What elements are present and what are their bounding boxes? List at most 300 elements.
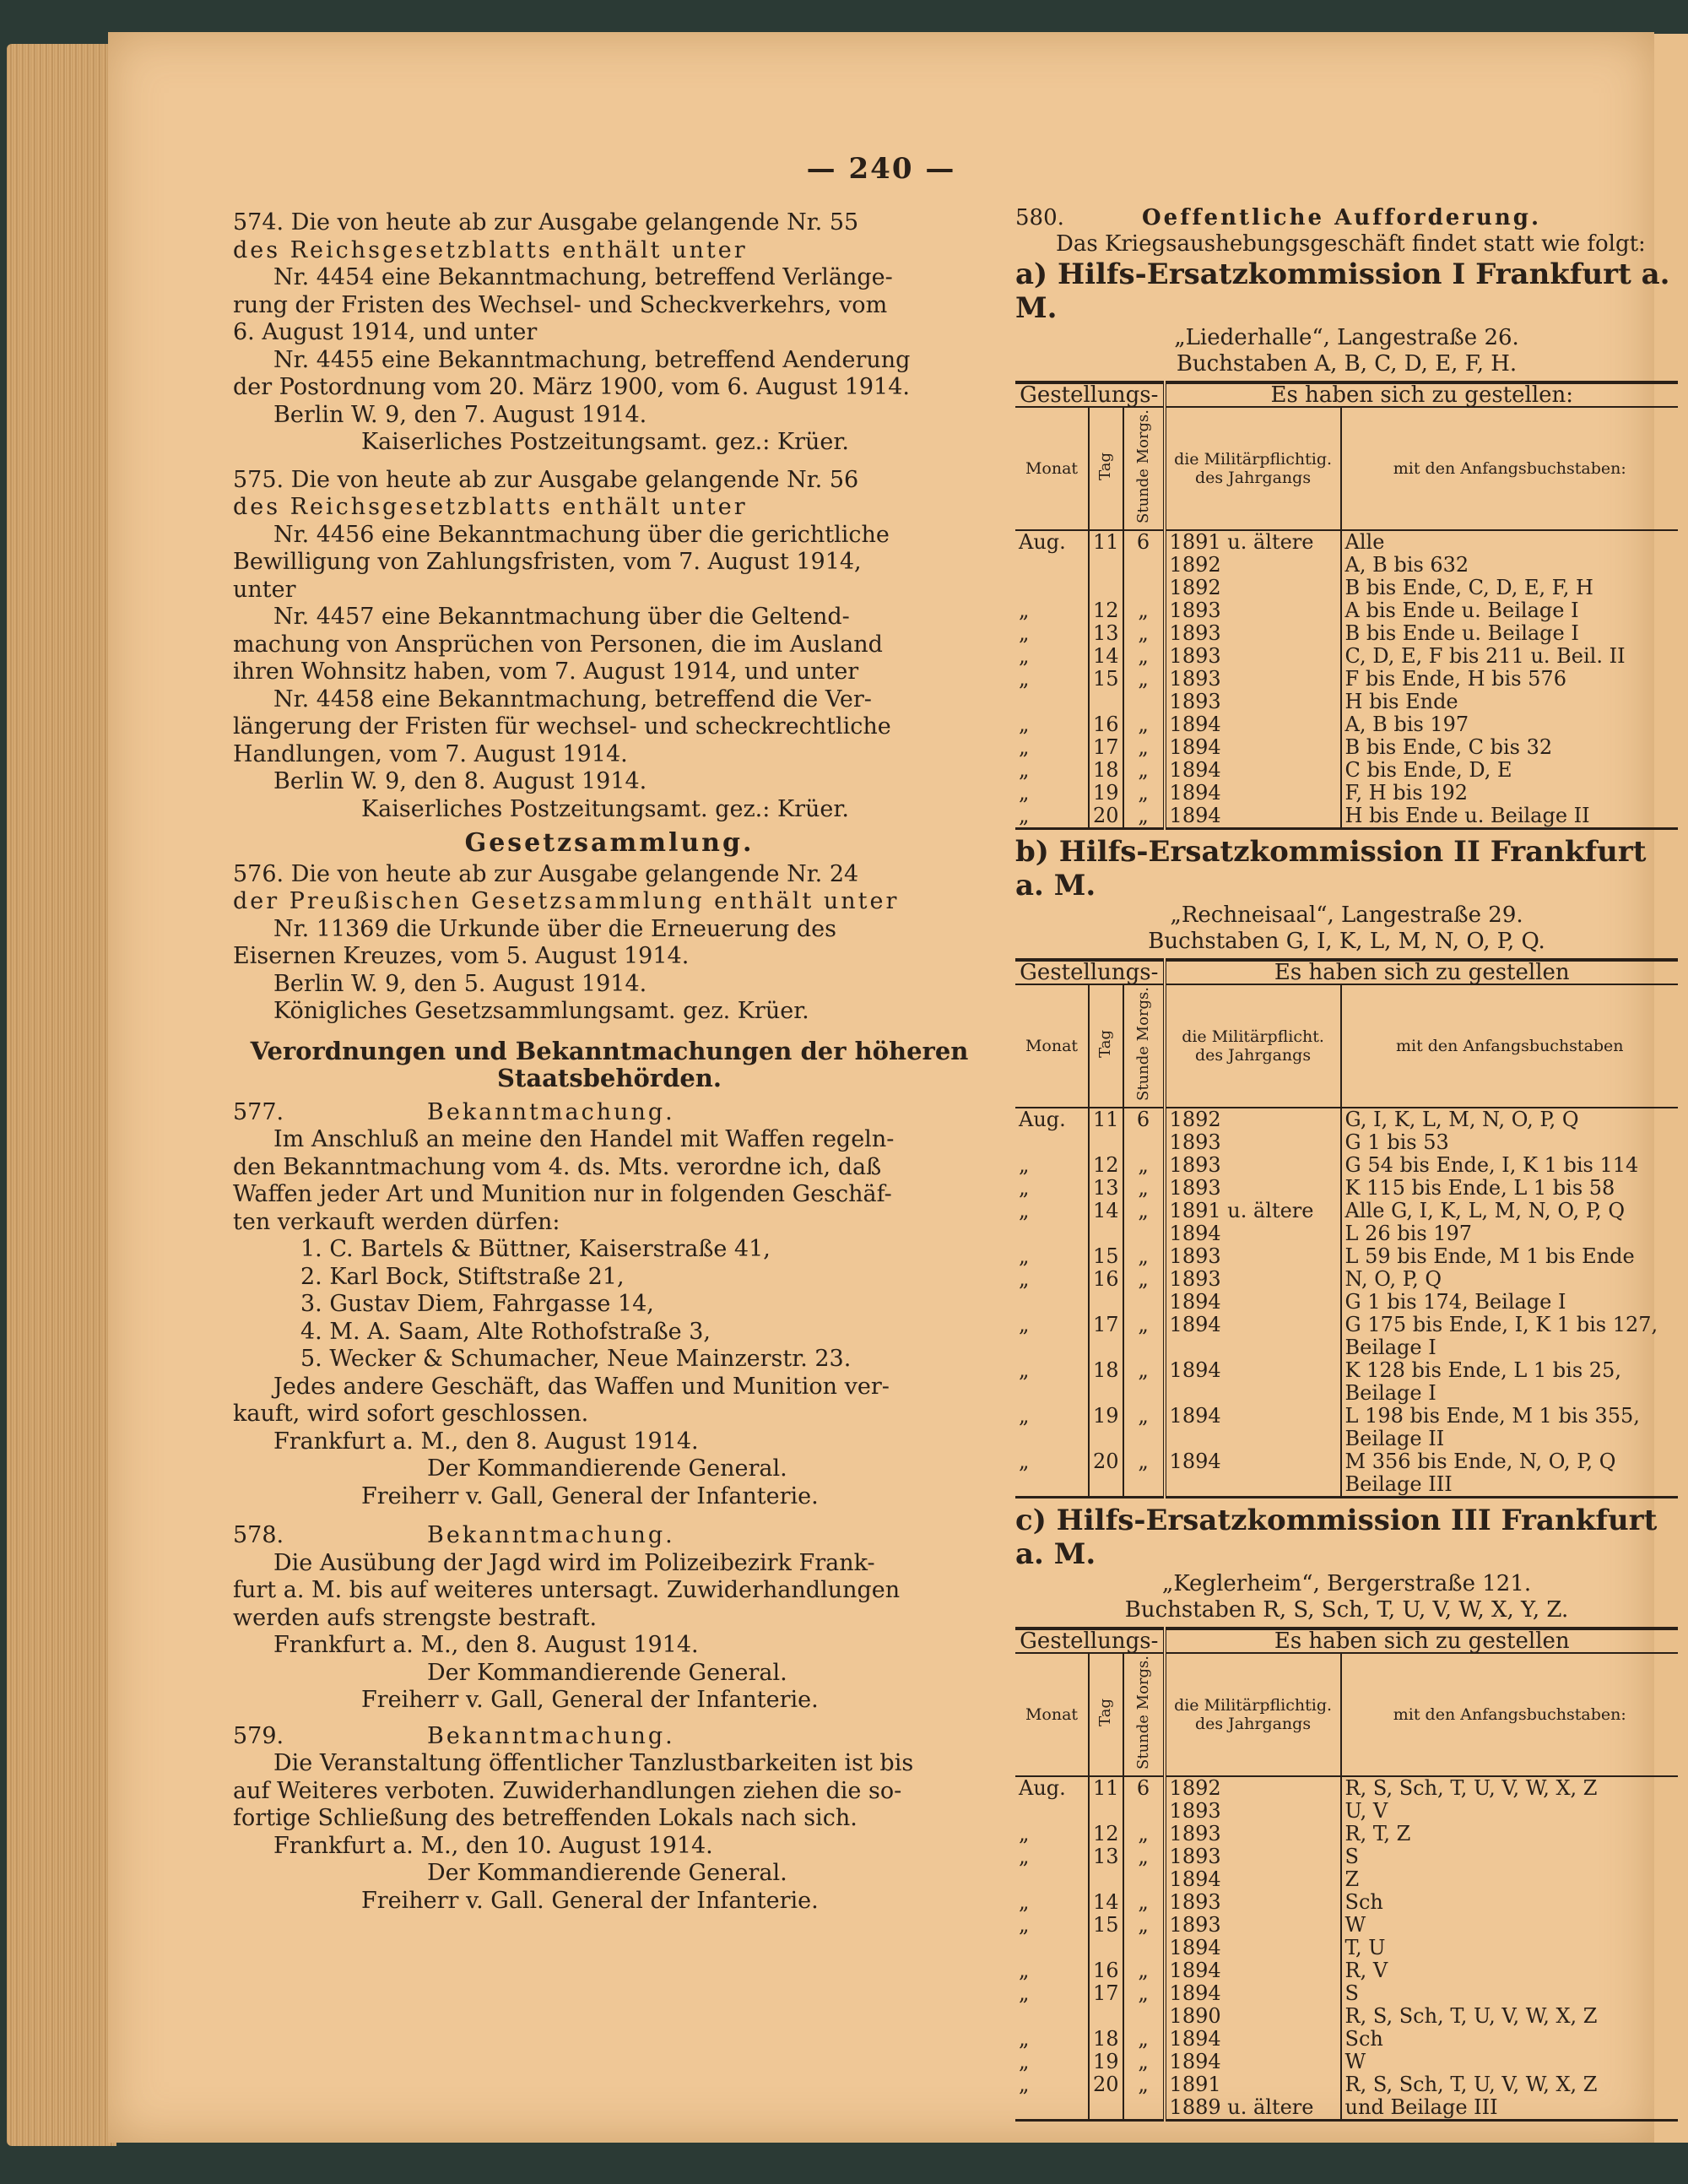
table-row <box>1015 554 1678 577</box>
cell-day <box>1089 577 1123 599</box>
table-row <box>1015 2005 1678 2028</box>
commission-letters: Buchstaben A, B, C, D, E, F, H. <box>1176 351 1518 377</box>
cell-hour: „ <box>1123 736 1165 759</box>
table-row <box>1015 2073 1678 2096</box>
cell-day: 16 <box>1089 1268 1123 1291</box>
signature: Königliches Gesetzsammlungsamt. gez. Krüer. <box>273 998 809 1024</box>
cell-hour <box>1123 554 1165 577</box>
cell-year: 1893 <box>1165 1800 1341 1823</box>
cell-year: 1893 <box>1165 1914 1341 1937</box>
table-row <box>1015 1245 1678 1268</box>
cell-hour: „ <box>1123 599 1165 622</box>
cell-day: 13 <box>1089 1177 1123 1200</box>
col-header: mit den Anfangsbuchstaben: <box>1341 1653 1678 1776</box>
cell-day: 19 <box>1089 2051 1123 2073</box>
list-item: 3. Gustav Diem, Fahrgasse 14, <box>300 1291 654 1317</box>
cell-year: 1892 <box>1165 1108 1341 1131</box>
cell-month: „ <box>1019 1981 1030 2005</box>
cell-letters: A bis Ende u. Beilage I <box>1341 599 1678 622</box>
table-row <box>1015 577 1678 599</box>
commission-title: b) Hilfs-Ersatzkommission II Frankfurt a. M. <box>1015 835 1647 902</box>
section-heading: Gesetzsammlung. <box>464 828 755 858</box>
cell-year: 1894 <box>1165 736 1341 759</box>
signature-title: Der Kommandierende General. <box>427 1455 787 1482</box>
col-header: die Militärpflichtig. des Jahrgangs <box>1165 1653 1341 1776</box>
cell-letters: R, T, Z <box>1341 1823 1678 1845</box>
line: längerung der Fristen für wechsel- und scheckrechtliche <box>233 713 891 740</box>
cell-month <box>1015 1291 1089 1314</box>
table-row <box>1015 1314 1678 1359</box>
cell-month: „ <box>1019 1404 1030 1428</box>
cell-hour: „ <box>1123 645 1165 668</box>
cell-letters: C bis Ende, D, E <box>1341 759 1678 782</box>
cell-year: 1891 <box>1165 2073 1341 2096</box>
cell-hour: „ <box>1123 1914 1165 1937</box>
table-row <box>1015 1845 1678 1868</box>
cell-hour: „ <box>1123 2028 1165 2051</box>
table-row <box>1015 668 1678 691</box>
cell-day <box>1089 554 1123 577</box>
cell-year: 1893 <box>1165 1154 1341 1177</box>
cell-day: 11 <box>1089 530 1123 554</box>
cell-letters: R, S, Sch, T, U, V, W, X, Z <box>1341 1776 1678 1800</box>
cell-letters: K 115 bis Ende, L 1 bis 58 <box>1341 1177 1678 1200</box>
cell-day <box>1089 691 1123 713</box>
line: Frankfurt a. M., den 10. August 1914. <box>273 1832 713 1859</box>
cell-hour: „ <box>1123 1154 1165 1177</box>
cell-year: 1891 u. ältere <box>1165 1200 1341 1222</box>
signature: Freiherr v. Gall, General der Infanterie. <box>361 1482 819 1509</box>
cell-year: 1893 <box>1165 1177 1341 1200</box>
line: Handlungen, vom 7. August 1914. <box>233 740 628 767</box>
cell-year: 1893 <box>1165 668 1341 691</box>
notice-header <box>233 1522 986 1550</box>
cell-letters: F, H bis 192 <box>1341 782 1678 805</box>
schedule-table-b <box>1015 958 1678 1498</box>
cell-hour <box>1123 1222 1165 1245</box>
table-row <box>1015 691 1678 713</box>
cell-day: 14 <box>1089 645 1123 668</box>
line: 574. Die von heute ab zur Ausgabe gelangende Nr. 55 <box>233 209 859 236</box>
commission-place: „Rechneisaal“, Langestraße 29. <box>1170 902 1523 928</box>
cell-hour: „ <box>1123 713 1165 736</box>
notice-header <box>233 1099 986 1127</box>
cell-year: 1890 <box>1165 2005 1341 2028</box>
table-row <box>1015 1959 1678 1982</box>
page-number: — 240 — <box>806 152 956 186</box>
line: Eisernen Kreuzes, vom 5. August 1914. <box>233 943 690 969</box>
cell-year: 1894 <box>1165 1868 1341 1891</box>
cell-year: 1894 <box>1165 1450 1341 1498</box>
cell-month: „ <box>1019 1267 1030 1291</box>
cell-letters: G 1 bis 174, Beilage I <box>1341 1291 1678 1314</box>
cell-year: 1893 <box>1165 1845 1341 1868</box>
line: Bewilligung von Zahlungsfristen, vom 7. August 1914, <box>233 549 862 575</box>
notice-578 <box>233 1522 986 1715</box>
cell-hour: „ <box>1123 1823 1165 1845</box>
cell-month <box>1015 1868 1089 1891</box>
cell-letters: und Beilage III <box>1341 2096 1678 2121</box>
list-item: 5. Wecker & Schumacher, Neue Mainzerstr. 23. <box>300 1346 852 1372</box>
line: Berlin W. 9, den 8. August 1914. <box>273 768 647 794</box>
col-header: mit den Anfangsbuchstaben <box>1341 984 1678 1108</box>
cell-year: 1894 <box>1165 782 1341 805</box>
cell-month: „ <box>1019 667 1030 691</box>
cell-month: „ <box>1019 2027 1030 2051</box>
table-row <box>1015 1154 1678 1177</box>
cell-day: 12 <box>1089 1823 1123 1845</box>
cell-month <box>1015 577 1089 599</box>
cell-month: „ <box>1019 1959 1030 1982</box>
cell-year: 1893 <box>1165 1245 1341 1268</box>
cell-letters: R, S, Sch, T, U, V, W, X, Z <box>1341 2073 1678 2096</box>
cell-month <box>1015 1131 1089 1154</box>
cell-hour: „ <box>1123 1359 1165 1405</box>
cell-letters: B bis Ende, C, D, E, F, H <box>1341 577 1678 599</box>
cell-year: 1892 <box>1165 554 1341 577</box>
table-row <box>1015 1131 1678 1154</box>
commission-title: c) Hilfs-Ersatzkommission III Frankfurt a. M. <box>1015 1504 1658 1571</box>
cell-year: 1894 <box>1165 1982 1341 2005</box>
cell-hour <box>1123 2096 1165 2121</box>
cell-letters: G 54 bis Ende, I, K 1 bis 114 <box>1341 1154 1678 1177</box>
cell-day <box>1089 2005 1123 2028</box>
notice-number: 579. <box>233 1722 284 1749</box>
table-row <box>1015 1359 1678 1405</box>
notice-577 <box>233 1099 986 1511</box>
cell-hour <box>1123 1937 1165 1959</box>
cell-letters: G 175 bis Ende, I, K 1 bis 127, Beilage I <box>1341 1314 1678 1359</box>
table-row <box>1015 1108 1678 1131</box>
cell-day: 15 <box>1089 668 1123 691</box>
book-page-edges <box>7 44 116 2146</box>
cell-year: 1893 <box>1165 1891 1341 1914</box>
cell-year: 1893 <box>1165 1268 1341 1291</box>
table-row <box>1015 782 1678 805</box>
notice-title: Bekanntmachung. <box>427 1722 675 1749</box>
cell-day: 15 <box>1089 1245 1123 1268</box>
cell-hour <box>1123 1868 1165 1891</box>
cell-month <box>1015 1222 1089 1245</box>
cell-year: 1894 <box>1165 713 1341 736</box>
cell-letters: B bis Ende u. Beilage I <box>1341 622 1678 645</box>
table-header: Es haben sich zu gestellen <box>1165 1629 1678 1653</box>
cell-year: 1894 <box>1165 1359 1341 1405</box>
cell-day: 16 <box>1089 713 1123 736</box>
line: des Reichsgesetzblatts enthält unter <box>233 236 748 263</box>
notice-title: Bekanntmachung. <box>427 1098 675 1125</box>
col-header: Monat <box>1015 407 1089 530</box>
cell-month: „ <box>1015 805 1089 829</box>
cell-month: „ <box>1019 2050 1030 2073</box>
table-header: Gestellungs- <box>1015 382 1165 407</box>
commission-letters: Buchstaben G, I, K, L, M, N, O, P, Q. <box>1148 929 1545 954</box>
cell-letters: W <box>1341 2051 1678 2073</box>
col-header: Tag <box>1096 1699 1115 1726</box>
cell-day: 19 <box>1089 782 1123 805</box>
line: auf Weiteres verboten. Zuwiderhandlungen ziehen die so- <box>233 1777 902 1804</box>
cell-year: 1893 <box>1165 645 1341 668</box>
table-header: Gestellungs- <box>1015 960 1165 984</box>
col-header: die Militärpflichtig. des Jahrgangs <box>1165 407 1341 530</box>
notice-number: 580. <box>1015 205 1064 230</box>
cell-hour: „ <box>1123 1845 1165 1868</box>
cell-year: 1894 <box>1165 1405 1341 1450</box>
cell-month: „ <box>1019 1358 1030 1382</box>
cell-hour: „ <box>1123 1891 1165 1914</box>
cell-day: 17 <box>1089 736 1123 759</box>
cell-hour <box>1123 2005 1165 2028</box>
cell-day: 18 <box>1089 759 1123 782</box>
cell-hour: „ <box>1123 759 1165 782</box>
cell-letters: M 356 bis Ende, N, O, P, Q Beilage III <box>1341 1450 1678 1498</box>
table-header: Es haben sich zu gestellen: <box>1165 382 1678 407</box>
cell-month: Aug. <box>1019 1108 1066 1131</box>
notice-header <box>1015 205 1678 231</box>
cell-year: 1894 <box>1165 805 1341 829</box>
cell-hour: „ <box>1123 1177 1165 1200</box>
signature-title: Der Kommandierende General. <box>427 1860 787 1886</box>
line: kauft, wird sofort geschlossen. <box>233 1401 589 1427</box>
line: Nr. 4454 eine Bekanntmachung, betreffend Verlänge- <box>273 264 893 290</box>
col-header: Tag <box>1096 453 1115 480</box>
cell-day <box>1089 1222 1123 1245</box>
cell-hour <box>1123 1131 1165 1154</box>
cell-letters: A, B bis 197 <box>1341 713 1678 736</box>
cell-month: „ <box>1019 1890 1030 1914</box>
signature: Kaiserliches Postzeitungsamt. gez.: Krüer. <box>361 795 849 822</box>
cell-month <box>1015 554 1089 577</box>
table-row <box>1015 1222 1678 1245</box>
commission-place: „Liederhalle“, Langestraße 26. <box>1174 325 1519 350</box>
table-row <box>1015 1405 1678 1450</box>
line: fortige Schließung des betreffenden Lokals nach sich. <box>233 1805 858 1831</box>
table-row <box>1015 805 1678 829</box>
cell-letters: H bis Ende <box>1341 691 1678 713</box>
cell-year: 1894 <box>1165 1959 1341 1982</box>
cell-month: „ <box>1019 2073 1030 2096</box>
cell-month: „ <box>1019 599 1030 622</box>
line: Waffen jeder Art und Munition nur in folgenden Geschäf- <box>233 1181 892 1207</box>
cell-day: 14 <box>1089 1891 1123 1914</box>
col-header: Stunde Morgs. <box>1133 1656 1152 1769</box>
notice-header <box>233 1723 986 1751</box>
line: machung von Ansprüchen von Personen, die im Ausland <box>233 631 883 658</box>
commission-letters: Buchstaben R, S, Sch, T, U, V, W, X, Y, Z. <box>1124 1597 1569 1623</box>
schedule-table-a <box>1015 381 1678 830</box>
notice-576 <box>233 861 986 1026</box>
cell-year: 1894 <box>1165 1314 1341 1359</box>
cell-letters: G, I, K, L, M, N, O, P, Q <box>1341 1108 1678 1131</box>
cell-hour: „ <box>1123 1314 1165 1359</box>
cell-letters: H bis Ende u. Beilage II <box>1341 805 1678 829</box>
line: 575. Die von heute ab zur Ausgabe gelangende Nr. 56 <box>233 466 859 493</box>
cell-hour: „ <box>1123 1245 1165 1268</box>
cell-hour: „ <box>1123 805 1165 829</box>
line: Nr. 11369 die Urkunde über die Erneuerung des <box>273 915 836 942</box>
col-header: Stunde Morgs. <box>1133 409 1152 523</box>
line: des Reichsgesetzblatts enthält unter <box>233 494 748 520</box>
commission-place: „Keglerheim“, Bergerstraße 121. <box>1161 1571 1532 1596</box>
cell-hour: „ <box>1123 782 1165 805</box>
cell-month: „ <box>1019 1822 1030 1845</box>
cell-day <box>1089 2096 1123 2121</box>
cell-hour: „ <box>1123 622 1165 645</box>
cell-month: „ <box>1019 1913 1030 1937</box>
cell-day <box>1089 1800 1123 1823</box>
cell-month: Aug. <box>1019 530 1066 554</box>
cell-year: 1894 <box>1165 1291 1341 1314</box>
line: ten verkauft werden dürfen: <box>233 1208 560 1235</box>
cell-hour: „ <box>1123 1982 1165 2005</box>
cell-year: 1889 u. ältere <box>1165 2096 1341 2121</box>
cell-day <box>1089 1131 1123 1154</box>
cell-month <box>1015 2096 1089 2121</box>
cell-hour: „ <box>1123 1959 1165 1982</box>
cell-year: 1893 <box>1165 691 1341 713</box>
cell-year: 1892 <box>1165 1776 1341 1800</box>
cell-letters: Alle G, I, K, L, M, N, O, P, Q <box>1341 1200 1678 1222</box>
line: Frankfurt a. M., den 8. August 1914. <box>273 1632 699 1658</box>
line: Nr. 4457 eine Bekanntmachung über die Geltend- <box>273 604 850 630</box>
cell-month: „ <box>1019 621 1030 645</box>
cell-day <box>1089 1291 1123 1314</box>
cell-year: 1894 <box>1165 2028 1341 2051</box>
line: Frankfurt a. M., den 8. August 1914. <box>273 1428 699 1455</box>
cell-month: „ <box>1019 758 1030 782</box>
line: Im Anschluß an meine den Handel mit Waffen regeln- <box>273 1126 895 1152</box>
table-row <box>1015 1823 1678 1845</box>
cell-year: 1892 <box>1165 577 1341 599</box>
cell-hour: „ <box>1123 1200 1165 1222</box>
table-row <box>1015 1177 1678 1200</box>
cell-letters: Alle <box>1341 530 1678 554</box>
cell-day: 13 <box>1089 1845 1123 1868</box>
cell-year: 1893 <box>1165 1823 1341 1845</box>
cell-month: „ <box>1015 1450 1089 1498</box>
cell-hour <box>1123 691 1165 713</box>
cell-month: „ <box>1019 1199 1030 1222</box>
table-row <box>1015 1200 1678 1222</box>
cell-letters: R, V <box>1341 1959 1678 1982</box>
table-row <box>1015 2028 1678 2051</box>
cell-hour <box>1123 1291 1165 1314</box>
table-row <box>1015 759 1678 782</box>
cell-month: „ <box>1019 1153 1030 1177</box>
signature: Kaiserliches Postzeitungsamt. gez.: Krüer. <box>361 429 849 455</box>
cell-day: 18 <box>1089 2028 1123 2051</box>
cell-day: 20 <box>1089 805 1123 829</box>
cell-month: „ <box>1019 713 1030 736</box>
line: unter <box>233 576 296 603</box>
line: Nr. 4456 eine Bekanntmachung über die gerichtliche <box>273 521 890 548</box>
cell-day: 13 <box>1089 622 1123 645</box>
line: 576. Die von heute ab zur Ausgabe gelangende Nr. 24 <box>233 860 859 887</box>
notice-579 <box>233 1723 986 1916</box>
table-row <box>1015 1891 1678 1914</box>
col-header: Tag <box>1096 1030 1115 1058</box>
cell-day: 17 <box>1089 1314 1123 1359</box>
table-row <box>1015 1268 1678 1291</box>
cell-letters: U, V <box>1341 1800 1678 1823</box>
cell-month: Aug. <box>1019 1776 1066 1800</box>
cell-month <box>1015 2005 1089 2028</box>
table-row <box>1015 1914 1678 1937</box>
cell-hour <box>1123 1800 1165 1823</box>
notice-title: Oeffentliche Aufforderung. <box>1142 205 1542 230</box>
cell-month <box>1015 691 1089 713</box>
col-header: Monat <box>1015 984 1089 1108</box>
signature: Freiherr v. Gall, General der Infanterie. <box>361 1687 819 1713</box>
cell-month: „ <box>1019 735 1030 759</box>
cell-hour <box>1123 577 1165 599</box>
cell-month: „ <box>1019 644 1030 668</box>
cell-letters: Z <box>1341 1868 1678 1891</box>
cell-year: 1894 <box>1165 1937 1341 1959</box>
cell-month: „ <box>1019 1244 1030 1268</box>
line: Die Ausübung der Jagd wird im Polizeibezirk Frank- <box>273 1549 875 1576</box>
cell-letters: S <box>1341 1845 1678 1868</box>
table-header: Gestellungs- <box>1015 1629 1165 1653</box>
table-row <box>1015 622 1678 645</box>
cell-letters: G 1 bis 53 <box>1341 1131 1678 1154</box>
notice-574 <box>233 209 986 457</box>
cell-hour: 6 <box>1123 1108 1165 1131</box>
cell-day: 15 <box>1089 1914 1123 1937</box>
notice-title: Bekanntmachung. <box>427 1522 675 1548</box>
line: Nr. 4458 eine Bekanntmachung, betreffend die Ver- <box>273 686 872 713</box>
cell-month: „ <box>1019 1176 1030 1200</box>
commission-title: a) Hilfs-Ersatzkommission I Frankfurt a. M. <box>1015 257 1670 325</box>
right-column <box>1015 205 1678 2127</box>
line: werden aufs strengste bestraft. <box>233 1604 598 1631</box>
table-row <box>1015 713 1678 736</box>
left-column <box>233 209 986 1915</box>
table-row <box>1015 1450 1678 1498</box>
cell-letters: W <box>1341 1914 1678 1937</box>
table-header: Es haben sich zu gestellen <box>1165 960 1678 984</box>
table-row <box>1015 1776 1678 1800</box>
cell-letters: Sch <box>1341 2028 1678 2051</box>
cell-letters: K 128 bis Ende, L 1 bis 25, Beilage I <box>1341 1359 1678 1405</box>
cell-year: 1891 u. ältere <box>1165 530 1341 554</box>
cell-day: 16 <box>1089 1959 1123 1982</box>
page <box>108 32 1670 2143</box>
col-header: mit den Anfangsbuchstaben: <box>1341 407 1678 530</box>
table-row <box>1015 2096 1678 2121</box>
cell-letters: L 198 bis Ende, M 1 bis 355, Beilage II <box>1341 1405 1678 1450</box>
line: Das Kriegsaushebungsgeschäft findet statt wie folgt: <box>1056 231 1646 257</box>
cell-day <box>1089 1868 1123 1891</box>
cell-letters: A, B bis 632 <box>1341 554 1678 577</box>
cell-letters: S <box>1341 1982 1678 2005</box>
cell-letters: T, U <box>1341 1937 1678 1959</box>
table-row <box>1015 1937 1678 1959</box>
cell-letters: L 59 bis Ende, M 1 bis Ende <box>1341 1245 1678 1268</box>
col-header: Stunde Morgs. <box>1133 987 1152 1101</box>
cell-hour: „ <box>1123 2073 1165 2096</box>
list-item: 1. C. Bartels & Büttner, Kaiserstraße 41, <box>300 1236 771 1262</box>
cell-year: 1893 <box>1165 622 1341 645</box>
cell-year: 1894 <box>1165 759 1341 782</box>
table-row <box>1015 530 1678 554</box>
cell-day <box>1089 1937 1123 1959</box>
cell-letters: R, S, Sch, T, U, V, W, X, Z <box>1341 2005 1678 2028</box>
line: der Preußischen Gesetzsammlung enthält unter <box>233 888 900 914</box>
cell-hour: „ <box>1123 1268 1165 1291</box>
line: Jedes andere Geschäft, das Waffen und Munition ver- <box>273 1373 890 1400</box>
cell-day: 19 <box>1089 1405 1123 1450</box>
